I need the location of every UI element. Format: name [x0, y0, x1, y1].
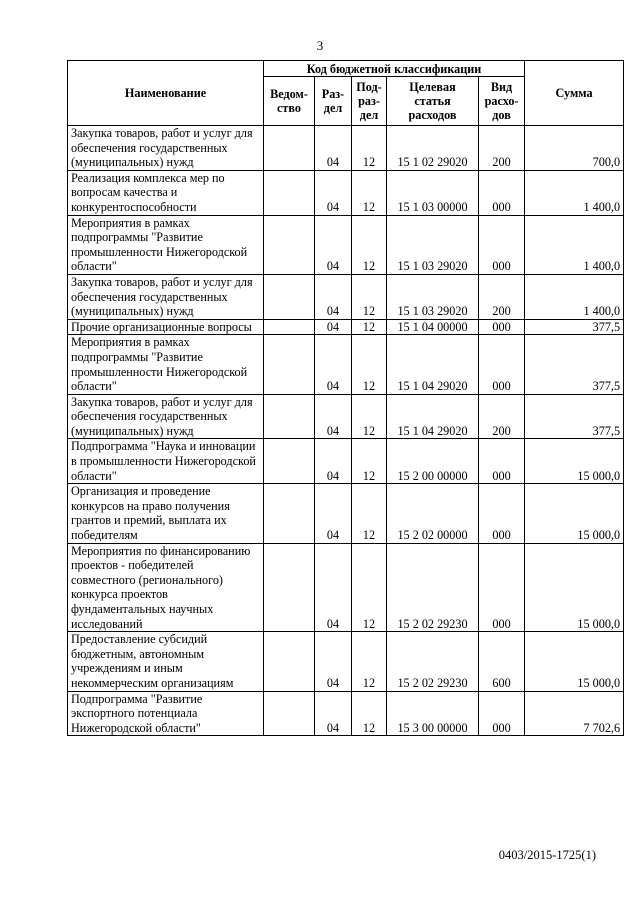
- row-vid: 200: [479, 126, 525, 171]
- row-vedomstvo: [264, 543, 315, 632]
- row-podrazdel: 12: [352, 691, 387, 736]
- row-sum: 377,5: [525, 335, 624, 394]
- row-razdel: 04: [315, 215, 352, 274]
- table-row: [68, 439, 624, 484]
- row-name: Мероприятия в рамках подпрограммы "Развитие промышленности Нижегородской области": [68, 215, 264, 274]
- row-target: 15 1 02 29020: [387, 126, 479, 171]
- row-vid: 000: [479, 319, 525, 335]
- row-sum: 377,5: [525, 319, 624, 335]
- row-vedomstvo: [264, 439, 315, 484]
- row-podrazdel: 12: [352, 394, 387, 439]
- row-podrazdel: 12: [352, 274, 387, 319]
- row-target: 15 2 00 00000: [387, 439, 479, 484]
- header-podrazdel: Под- раз- дел: [352, 77, 387, 126]
- row-podrazdel: 12: [352, 335, 387, 394]
- row-razdel: 04: [315, 439, 352, 484]
- row-sum: 377,5: [525, 394, 624, 439]
- row-razdel: 04: [315, 335, 352, 394]
- row-vedomstvo: [264, 394, 315, 439]
- table-row: [68, 126, 624, 171]
- page-number: 3: [316, 38, 324, 53]
- row-podrazdel: 12: [352, 319, 387, 335]
- row-sum: 7 702,6: [525, 691, 624, 736]
- row-razdel: 04: [315, 319, 352, 335]
- row-vedomstvo: [264, 691, 315, 736]
- header-name: Наименование: [68, 61, 264, 126]
- row-name: Реализация комплекса мер по вопросам качества и конкурентоспособности: [68, 170, 264, 215]
- row-podrazdel: 12: [352, 484, 387, 543]
- row-podrazdel: 12: [352, 170, 387, 215]
- row-podrazdel: 12: [352, 126, 387, 171]
- row-vid: 000: [479, 543, 525, 632]
- table-row: [68, 632, 624, 691]
- row-sum: 1 400,0: [525, 170, 624, 215]
- row-vedomstvo: [264, 274, 315, 319]
- row-vid: 000: [479, 484, 525, 543]
- budget-table: [67, 60, 624, 736]
- header-target: Целевая статья расходов: [387, 77, 479, 126]
- row-target: 15 2 02 29230: [387, 543, 479, 632]
- row-name: Закупка товаров, работ и услуг для обеспечения государственных (муниципальных) нужд: [68, 394, 264, 439]
- row-name: Предоставление субсидий бюджетным, автономным учреждениям и иным некоммерческим организациям: [68, 632, 264, 691]
- row-vedomstvo: [264, 126, 315, 171]
- row-target: 15 1 03 00000: [387, 170, 479, 215]
- table-row: [68, 274, 624, 319]
- row-vid: 000: [479, 691, 525, 736]
- header-sum: Сумма: [525, 61, 624, 126]
- row-razdel: 04: [315, 484, 352, 543]
- row-name: Прочие организационные вопросы: [68, 319, 264, 335]
- table-row: [68, 691, 624, 736]
- row-sum: 1 400,0: [525, 215, 624, 274]
- header-classification: Код бюджетной классификации: [264, 61, 525, 77]
- row-target: 15 1 04 00000: [387, 319, 479, 335]
- row-name: Организация и проведение конкурсов на право получения грантов и премий, выплата их победителям: [68, 484, 264, 543]
- row-vid: 600: [479, 632, 525, 691]
- row-name: Подпрограмма "Развитие экспортного потенциала Нижегородской области": [68, 691, 264, 736]
- row-razdel: 04: [315, 632, 352, 691]
- row-vid: 000: [479, 170, 525, 215]
- row-vedomstvo: [264, 484, 315, 543]
- row-vid: 200: [479, 394, 525, 439]
- row-name: Подпрограмма "Наука и инновации в промышленности Нижегородской области": [68, 439, 264, 484]
- row-vid: 000: [479, 439, 525, 484]
- row-razdel: 04: [315, 274, 352, 319]
- row-target: 15 1 04 29020: [387, 394, 479, 439]
- row-target: 15 3 00 00000: [387, 691, 479, 736]
- table-row: [68, 335, 624, 394]
- row-vedomstvo: [264, 335, 315, 394]
- row-sum: 700,0: [525, 126, 624, 171]
- table-row: [68, 543, 624, 632]
- table-row: [68, 394, 624, 439]
- row-vedomstvo: [264, 632, 315, 691]
- row-razdel: 04: [315, 170, 352, 215]
- row-sum: 15 000,0: [525, 484, 624, 543]
- row-sum: 15 000,0: [525, 632, 624, 691]
- row-name: Закупка товаров, работ и услуг для обеспечения государственных (муниципальных) нужд: [68, 126, 264, 171]
- row-podrazdel: 12: [352, 439, 387, 484]
- row-podrazdel: 12: [352, 632, 387, 691]
- row-name: Закупка товаров, работ и услуг для обеспечения государственных (муниципальных) нужд: [68, 274, 264, 319]
- row-vedomstvo: [264, 170, 315, 215]
- table-row: [68, 319, 624, 335]
- row-vedomstvo: [264, 215, 315, 274]
- table-row: [68, 170, 624, 215]
- row-target: 15 1 04 29020: [387, 335, 479, 394]
- row-name: Мероприятия в рамках подпрограммы "Развитие промышленности Нижегородской области": [68, 335, 264, 394]
- row-sum: 1 400,0: [525, 274, 624, 319]
- row-razdel: 04: [315, 691, 352, 736]
- row-vedomstvo: [264, 319, 315, 335]
- row-target: 15 2 02 29230: [387, 632, 479, 691]
- row-podrazdel: 12: [352, 215, 387, 274]
- header-vedomstvo: Ведом- ство: [264, 77, 315, 126]
- row-sum: 15 000,0: [525, 543, 624, 632]
- table-row: [68, 215, 624, 274]
- document-code: 0403/2015-1725(1): [498, 848, 596, 862]
- header-razdel: Раз- дел: [315, 77, 352, 126]
- row-target: 15 1 03 29020: [387, 274, 479, 319]
- row-razdel: 04: [315, 394, 352, 439]
- row-vid: 000: [479, 335, 525, 394]
- row-name: Мероприятия по финансированию проектов - победителей совместного (регионального) конкурса проектов фундаментальных научных исследований: [68, 543, 264, 632]
- row-razdel: 04: [315, 543, 352, 632]
- row-target: 15 1 03 29020: [387, 215, 479, 274]
- header-vid: Вид расхо- дов: [479, 77, 525, 126]
- table-row: [68, 484, 624, 543]
- row-vid: 200: [479, 274, 525, 319]
- row-podrazdel: 12: [352, 543, 387, 632]
- row-vid: 000: [479, 215, 525, 274]
- row-razdel: 04: [315, 126, 352, 171]
- row-sum: 15 000,0: [525, 439, 624, 484]
- row-target: 15 2 02 00000: [387, 484, 479, 543]
